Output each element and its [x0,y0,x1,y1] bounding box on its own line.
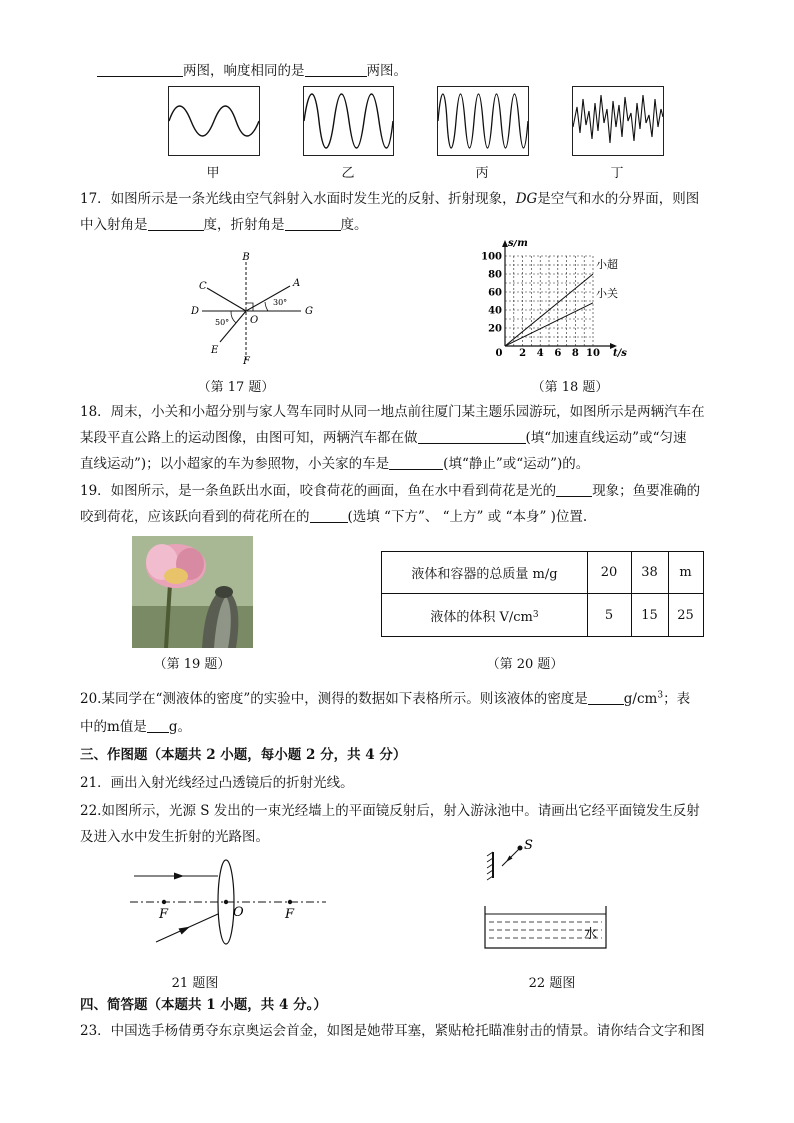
y-tick-label: 80 [488,269,502,281]
caption-fig22: 22 题图 [528,976,576,991]
y-tick-label: 40 [488,305,502,317]
label-f: F [243,356,250,367]
section4-heading: 四、简答题（本题共 1 小题，共 4 分。） [80,997,327,1013]
q17-line1: 17．如图所示是一条光线由空气斜射入水面时发生光的反射、折射现象，DG是空气和水的分界面，则图 [80,191,700,207]
answer-blank[interactable] [556,482,592,497]
answer-blank[interactable] [147,718,169,733]
q17-line2: 中入射角是 度，折射角是 度。 [80,217,368,233]
label-f-right: F [285,907,295,922]
x-axis-label: t/s [613,348,627,359]
sine-wave-yi [304,87,393,155]
answer-blank[interactable] [148,216,204,231]
waveform-ding [572,86,664,156]
fig22-mirror-pool [478,832,618,956]
table-cell: 15 [641,607,658,623]
label-g: G [305,306,313,317]
caption-fig20: （第 20 题） [486,657,564,672]
waveform-yi [303,86,394,156]
label-o: O [250,315,259,326]
sine-wave-jia [169,87,259,155]
lotus-fish-photo [132,536,253,648]
focus-right [288,900,292,904]
table-cell: 5 [604,607,614,623]
q18-line1: 18．周末，小关和小超分别与家人驾车同时从同一地点前往厦门某主题乐园游玩，如图所示是两辆汽车在 [80,404,705,420]
label-b: B [242,252,250,263]
label-ding: 丁 [610,166,624,181]
q22-line2: 及进入水中发生折射的光路图。 [80,829,269,845]
label-yi: 乙 [341,166,355,181]
label-jia: 甲 [206,166,220,181]
series-label: 小超 [596,258,618,271]
fig17-ray-diagram [185,250,325,370]
sine-wave-bing [438,87,528,155]
q22-line1: 22.如图所示，光源 S 发出的一束光经墙上的平面镜反射后，射入游泳池中。请画出它经平面镜发生反射 [80,803,700,819]
caption-fig21: 21 题图 [171,976,219,991]
label-d: D [191,306,200,317]
caption-fig18: （第 18 题） [531,380,609,395]
label-e: E [211,345,219,356]
y-tick-label: 100 [481,251,502,263]
label-f-left: F [159,907,169,922]
q20-line2: 中的m值是 g。 [80,719,191,735]
q23-text: 23．中国选手杨倩勇夺东京奥运会首金，如图是她带耳塞，紧贴枪托瞄准射击的情景。请你结合文字和图 [80,1023,705,1039]
caption-fig19: （第 19 题） [153,657,231,672]
answer-blank[interactable] [310,508,348,523]
table-cell: 25 [677,607,694,623]
q19-line2: 咬到荷花，应该跃向看到的荷花所在的 (选填 “下方”、 “上方” 或 “本身” )位置. [80,509,588,525]
table20 [381,551,704,637]
x-tick-label: 4 [536,348,544,359]
x-tick-label: 10 [586,348,600,359]
angle-50: 50° [215,318,230,327]
answer-blank[interactable] [305,62,367,77]
y-tick-label: 60 [488,287,502,299]
waveform-bing [437,86,529,156]
waveform-jia [168,86,260,156]
focus-left [162,900,166,904]
q16-line: 两图，响度相同的是 两图。 [97,62,407,80]
answer-blank[interactable] [389,455,443,470]
q20-line1: 20.某同学在“测液体的密度”的实验中，测得的数据如下表格所示。则该液体的密度是 $g/cm^3$；表 [80,690,691,707]
label-s: S [524,838,533,853]
label-a: A [293,278,301,289]
table-row2-header: 液体的体积 V/cm 3 [430,609,539,625]
table-row1-header: 液体和容器的总质量 m/g [411,567,558,582]
label-c: C [199,281,207,292]
answer-blank[interactable] [588,690,624,705]
fig18-st-chart [475,240,635,360]
y-tick-label: 20 [488,323,502,335]
arrow-icon [174,873,184,880]
caption-fig17: （第 17 题） [197,380,275,395]
q18-line2: 某段平直公路上的运动图像，由图可知，两辆汽车都在做 (填“加速直线运动”或“匀速 [80,430,687,446]
x-tick-label: 2 [519,348,527,359]
x-tick-label: 6 [554,348,562,359]
noise-wave-ding [573,87,663,155]
angle-30: 30° [273,298,288,307]
q21-text: 21．画出入射光线经过凸透镜后的折射光线。 [80,775,354,791]
table-cell: 20 [600,565,618,580]
series-label: 小关 [596,286,618,300]
q19-line1: 19．如图所示，是一条鱼跃出水面，咬食荷花的画面，鱼在水中看到荷花是光的 现象；鱼要准确的 [80,483,701,499]
section3-heading: 三、作图题（本题共 2 小题，每小题 2 分，共 4 分） [80,747,407,763]
table-cell: m [679,565,692,580]
x-tick-label: 0 [495,348,503,359]
answer-blank[interactable] [97,62,183,77]
x-tick-label: 8 [571,348,579,359]
answer-blank[interactable] [418,429,526,444]
label-water: 水 [584,927,598,942]
fig21-convex-lens [128,852,328,952]
label-bing: 丙 [475,166,489,181]
q18-line3: 直线运动”)；以小超家的车为参照物，小关家的车是 (填“静止”或“运动”)的。 [80,456,590,472]
table-cell: 38 [641,565,658,580]
label-o: O [233,905,244,920]
arrow-icon [179,927,191,935]
answer-blank[interactable] [285,216,341,231]
optical-center [224,900,228,904]
y-axis-label: s/m [508,240,528,249]
